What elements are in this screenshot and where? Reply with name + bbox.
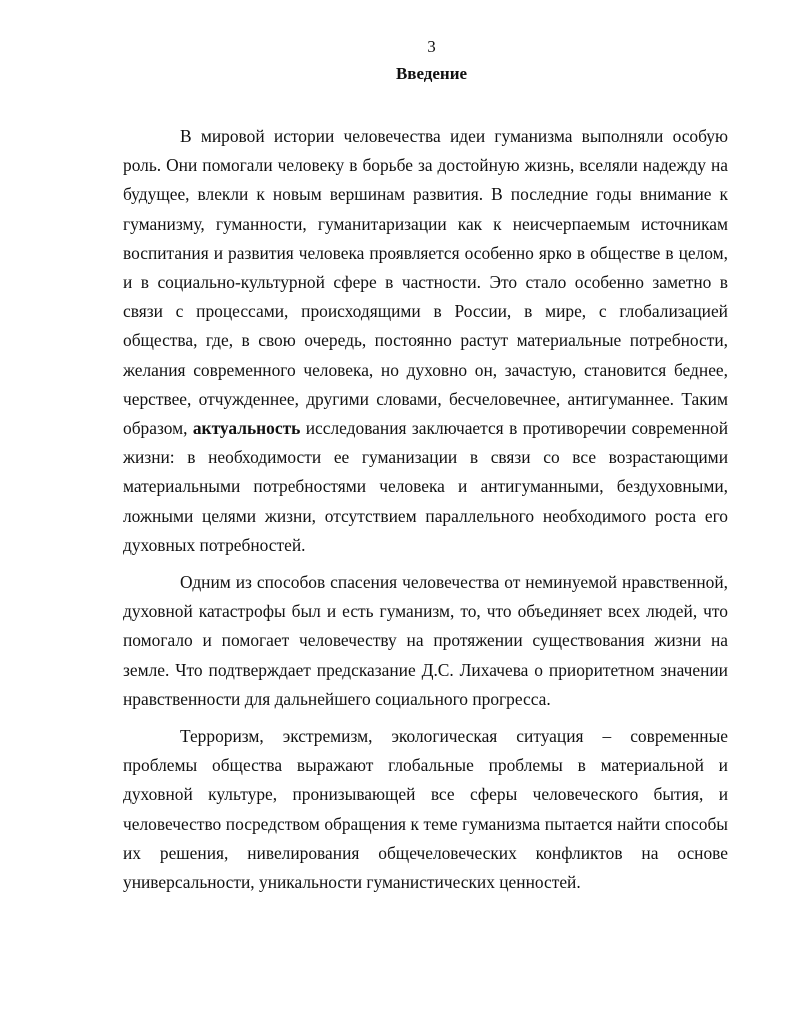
paragraph-1-text-start: В мировой истории человечества идеи гуманизма выполняли особую роль. Они помогали человеку в борьбе за достойную жизнь, вселяли надежду на будущее, влекли к новым вершинам развития. В последние годы внимание к гуманизму, гуманности, гуманитаризации как к неисчерпаемым источникам воспитания и развития человека проявляется особенно ярко в обществе в целом, и в социально-культурной сфере в частности. Это стало особенно заметно в связи с процессами, происходящими в России, в мире, с глобализацией общества, где, в свою очередь, постоянно растут материальные потребности, желания современного человека, но духовно он, зачастую, становится беднее, черствее, отчужденнее, другими словами, бесчеловечнее, антигуманнее. Таким образом,	[123, 126, 728, 439]
page-number: 3	[427, 37, 436, 56]
page-title: Введение	[395, 64, 468, 83]
paragraph-1-text-end: исследования заключается в противоречии современной жизни: в необходимости ее гуманизации в связи со все возрастающими материальными потребностями человека и антигуманными, бездуховными, ложными целями жизни, отсутствием параллельного необходимого роста его духовных потребностей.	[123, 418, 728, 555]
keyword-relevance: актуальность	[192, 418, 301, 439]
document-body	[123, 122, 728, 897]
paragraph-1	[123, 122, 728, 560]
paragraph-3: Терроризм, экстремизм, экологическая ситуация – современные проблемы общества выражают глобальные проблемы в материальной и духовной культуре, пронизывающей все сферы человеческого бытия, и человечество посредством обращения к теме гуманизма пытается найти способы их решения, нивелирования общечеловеческих конфликтов на основе универсальности, уникальности гуманистических ценностей.	[123, 726, 728, 893]
paragraph-2: Одним из способов спасения человечества от неминуемой нравственной, духовной катастрофы был и есть гуманизм, то, что объединяет всех людей, что помогало и помогает человечеству на протяжении существования жизни на земле. Что подтверждает предсказание Д.С. Лихачева о приоритетном значении нравственности для дальнейшего социального прогресса.	[123, 572, 728, 709]
